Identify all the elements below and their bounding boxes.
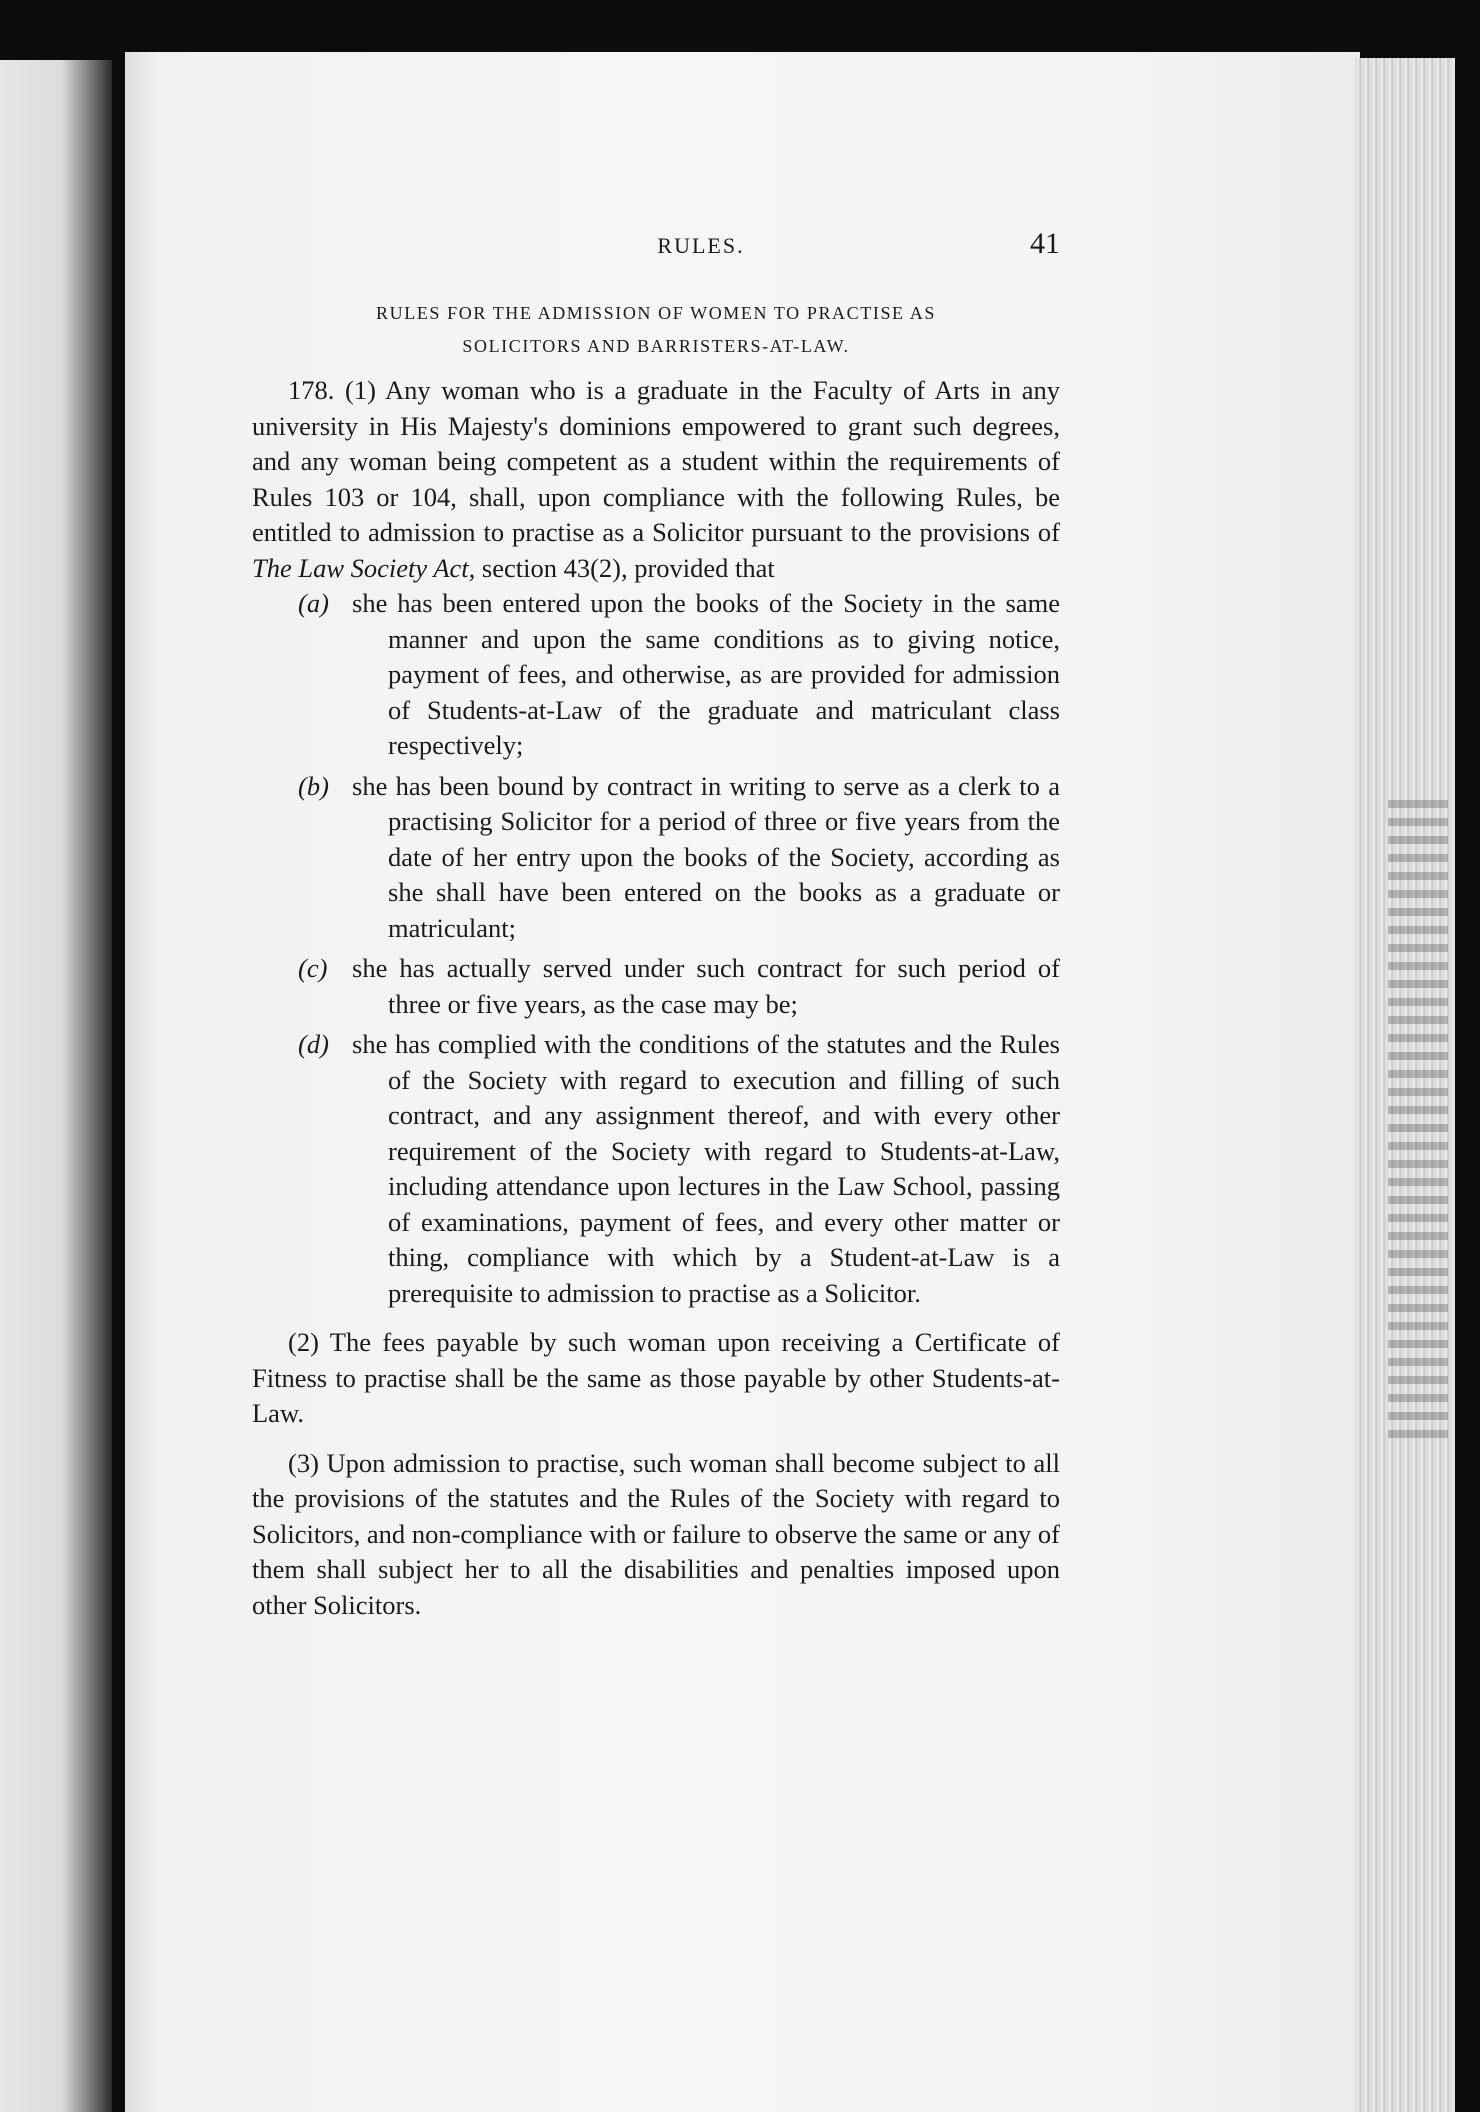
rule-178-subsection-2: (2) The fees payable by such woman upon receiving a Certificate of Fitness to practise shall be the same as those payable by other Students-at-Law. (252, 1327, 1060, 1428)
clause-b-label: (b) (298, 770, 329, 801)
act-name: The Law Society Act, (252, 552, 476, 583)
running-head (252, 225, 1060, 265)
clause-d (252, 1027, 1060, 1311)
rule-178-subsection-3: (3) Upon admission to practise, such woman shall become subject to all the provisions of the statutes and the Rules of the Society with regard to Solicitors, and non-compliance with or failure to observe the same or any of them shall subject her to all the disabilities and penalties imposed upon other Solicitors. (252, 1447, 1060, 1620)
clause-c (252, 951, 1060, 1022)
section-heading-line-1: RULES FOR THE ADMISSION OF WOMEN TO PRACTISE AS (376, 303, 936, 323)
facing-page-edge (0, 60, 112, 2112)
clause-b-text: she has been bound by contract in writing to serve as a clerk to a practising Solicitor for a period of three or five years from the date of her entry upon the books of the Society, according as she shall have been entered on the books as a graduate or matriculant; (352, 770, 1060, 943)
rule-178-intro (252, 373, 1060, 586)
rule-178-intro-text: 178. (1) Any woman who is a graduate in the Faculty of Arts in any university in His Majesty's dominions empowered to grant such degrees, and any woman being competent as a student within the requirements of Rules 103 or 104, shall, upon compliance with the following Rules, be entitled to admission to practise as a Solicitor pursuant to the provisions of (252, 375, 1060, 547)
section-heading-line-2: SOLICITORS AND BARRISTERS-AT-LAW. (462, 336, 850, 356)
clause-c-text: she has actually served under such contract for such period of three or five years, as the case may be; (352, 953, 1060, 1019)
rule-178-intro-tail: section 43(2), provided that (481, 552, 775, 583)
clause-d-label: (d) (298, 1029, 329, 1059)
clause-b (252, 769, 1060, 947)
page-content (252, 225, 1060, 1623)
page-number: 41 (1030, 227, 1060, 260)
clause-a-text: she has been entered upon the books of the Society in the same manner and upon the same conditions as to giving notice, payment of fees, and otherwise, as are provided for admission of Students-at-Law of the graduate and matriculant class respectively; (352, 588, 1060, 760)
running-head-title: RULES. (657, 233, 745, 258)
clause-d-text: she has complied with the conditions of the statutes and the Rules of the Society with regard to execution and filling of such contract, and any assignment thereof, and with every other requirement of the Society with regard to Students-at-Law, including attendance upon lectures in the Law School, passing of examinations, payment of fees, and every other matter or thing, compliance with which by a Student-at-Law is a prerequisite to admission to practise as a Solicitor. (352, 1029, 1060, 1308)
clause-a (252, 586, 1060, 764)
library-stamp-marks (1388, 800, 1448, 1440)
section-heading (252, 297, 1060, 363)
clause-c-label: (c) (298, 953, 328, 983)
clause-a-label: (a) (298, 588, 329, 618)
